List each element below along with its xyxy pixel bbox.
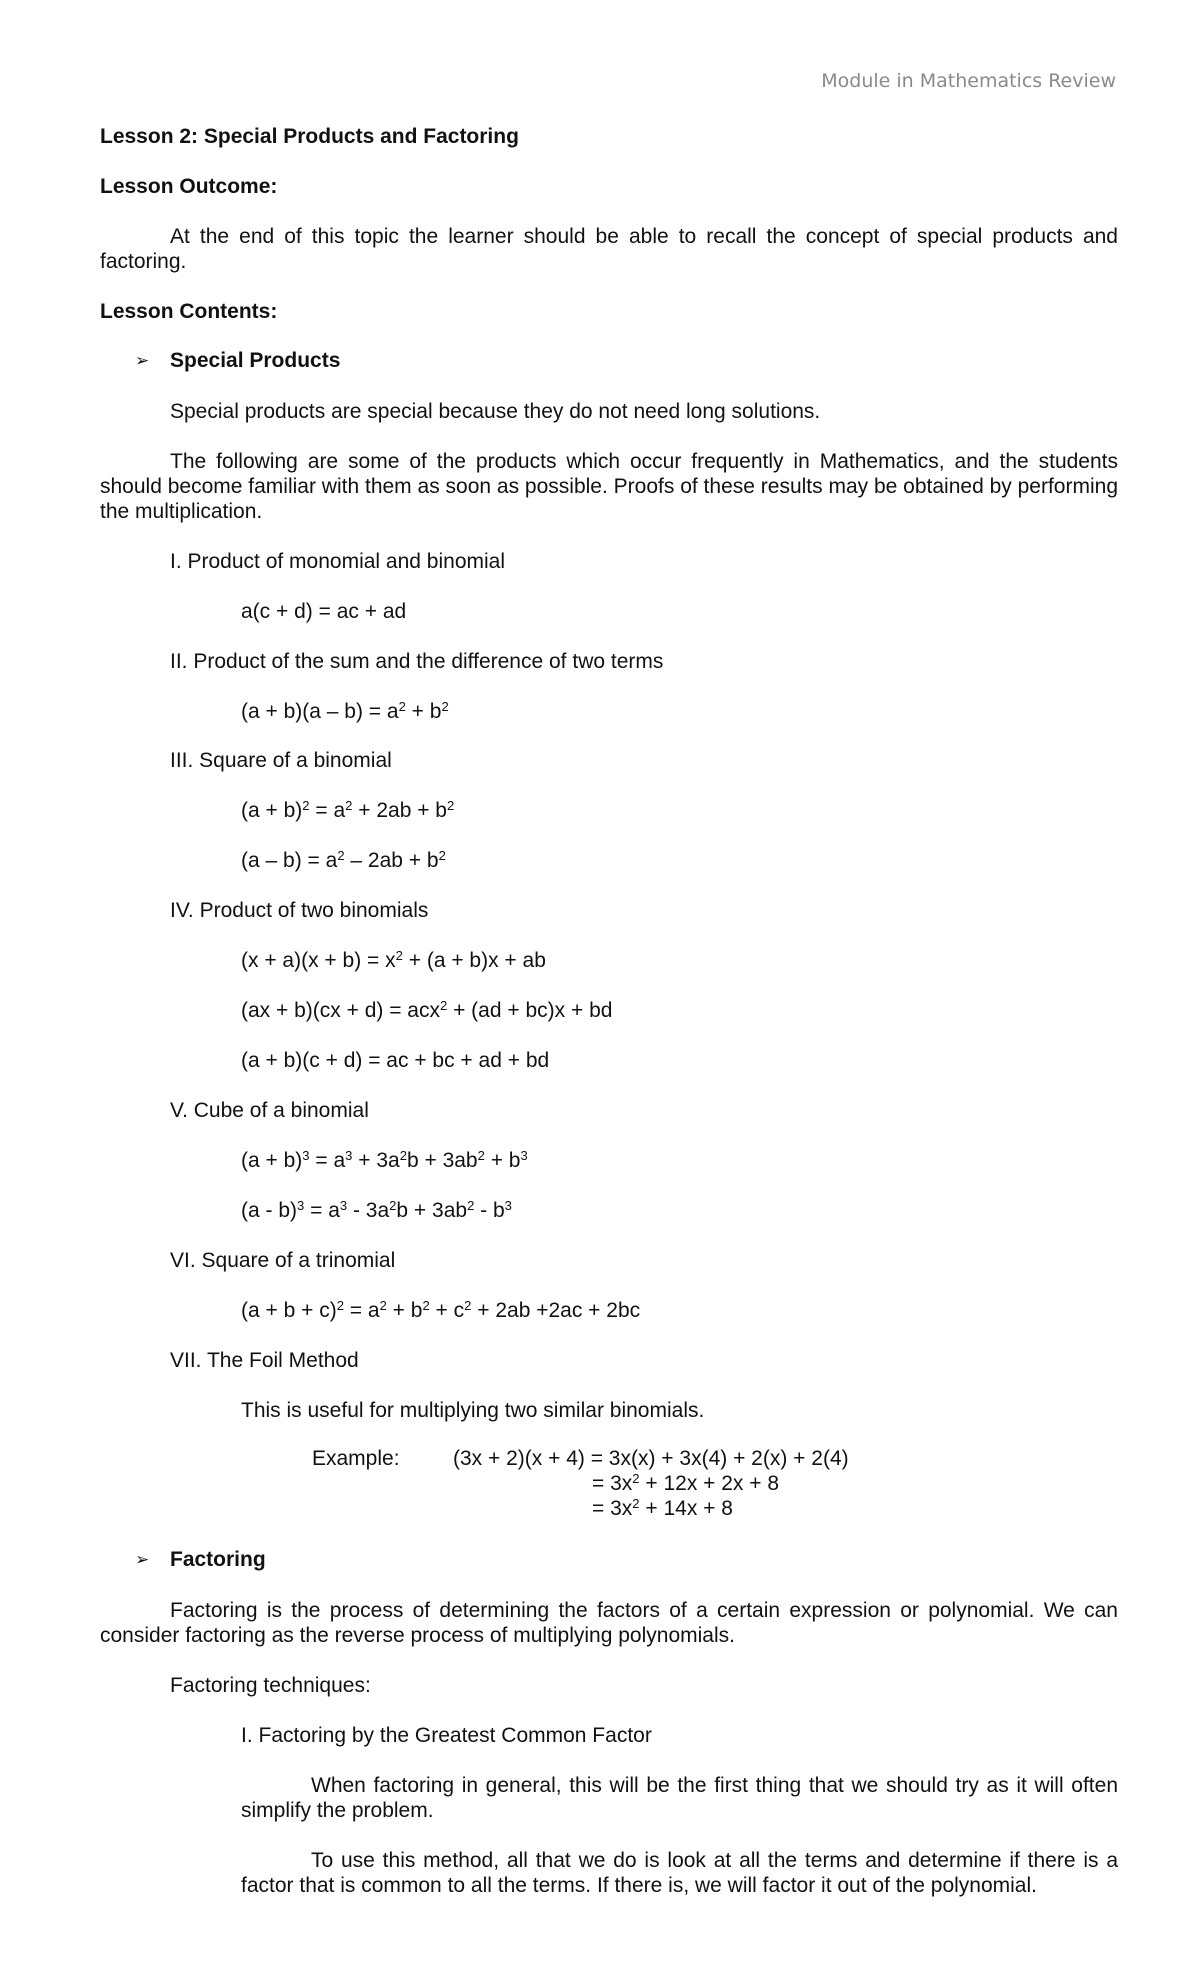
- formula: $(a + b)^3 = a^3 + 3a^2b + 3ab^2 + b^3$: [241, 1147, 528, 1172]
- special-products-paragraph: [100, 449, 1118, 524]
- formula: $(a - b) = a^2 - 2ab + b^2$: [241, 847, 446, 872]
- formula: $(a + b + c)^2 = a^2 + b^2 + c^2 + 2ab +2ac + 2bc$: [241, 1297, 641, 1322]
- formula: $(a - b)^3 = a^3 - 3a^2b + 3ab^2 - b^3$: [241, 1197, 512, 1222]
- outcome-paragraph: [100, 224, 1118, 274]
- formula: (ax + b)(cx + d) = acx$^2$ + (ad + bc)x + bd: [241, 997, 613, 1022]
- running-header: Module in Mathematics Review: [821, 70, 1116, 92]
- section-title: IV. Product of two binomials: [170, 899, 429, 922]
- example-line: (3x + 2)(x + 4) = 3x(x) + 3x(4) + 2(x) + 2(4): [453, 1447, 849, 1470]
- section-title: I. Factoring by the Greatest Common Factor: [241, 1724, 652, 1747]
- arrow-bullet-icon: ➢: [135, 1550, 150, 1569]
- section-title: VII. The Foil Method: [170, 1349, 359, 1372]
- formula: (a + b)(c + d) = ac + bc + ad + bd: [241, 1049, 550, 1072]
- formula: $(a + b)^2 = a^2 + 2ab + b^2$: [241, 797, 455, 822]
- special-products-title: Special Products: [170, 349, 341, 372]
- lesson-title: Lesson 2: Special Products and Factoring: [100, 125, 519, 148]
- formula: a(c + d) = ac + ad: [241, 600, 407, 623]
- arrow-bullet-icon: ➢: [135, 351, 150, 370]
- gcf-text: To use this method, all that we do is look at all the terms and determine if there is a factor that is common to all the terms. If there is, we will factor it out of the polynomial.: [241, 1849, 1118, 1897]
- formula: $(a + b)(a - b) = a^2 + b^2$: [241, 698, 449, 723]
- section-title: II. Product of the sum and the difference of two terms: [170, 650, 664, 673]
- example-line: = $3x^2 + 12x + 2x + 8$: [592, 1470, 780, 1495]
- gcf-paragraph: [241, 1848, 1118, 1898]
- special-products-text: The following are some of the products which occur frequently in Mathematics, and the students should become familiar with them as soon as possible. Proofs of these results may be obtained by performing the multiplication.: [100, 450, 1118, 523]
- contents-heading: Lesson Contents:: [100, 300, 278, 323]
- outcome-heading: Lesson Outcome:: [100, 175, 278, 198]
- factoring-title: Factoring: [170, 1548, 266, 1571]
- example-line: = $3x^2 + 14x + 8$: [592, 1495, 733, 1520]
- gcf-text: When factoring in general, this will be the first thing that we should try as it will often simplify the problem.: [241, 1774, 1118, 1822]
- outcome-text: At the end of this topic the learner should be able to recall the concept of special products and factoring.: [100, 225, 1118, 273]
- foil-description: This is useful for multiplying two similar binomials.: [241, 1399, 705, 1422]
- factoring-paragraph: [100, 1598, 1118, 1648]
- section-title: III. Square of a binomial: [170, 749, 392, 772]
- factoring-techniques-label: Factoring techniques:: [170, 1674, 371, 1697]
- section-title: VI. Square of a trinomial: [170, 1249, 396, 1272]
- factoring-text: Factoring is the process of determining the factors of a certain expression or polynomial. We can consider factoring as the reverse process of multiplying polynomials.: [100, 1599, 1118, 1647]
- formula: $(x + a)(x + b) = x^2 + (a + b)x$ + ab: [241, 947, 546, 972]
- gcf-paragraph: [241, 1773, 1118, 1823]
- example-label: Example:: [312, 1447, 400, 1470]
- special-products-intro: Special products are special because they do not need long solutions.: [170, 400, 821, 423]
- section-title: I. Product of monomial and binomial: [170, 550, 506, 573]
- section-title: V. Cube of a binomial: [170, 1099, 369, 1122]
